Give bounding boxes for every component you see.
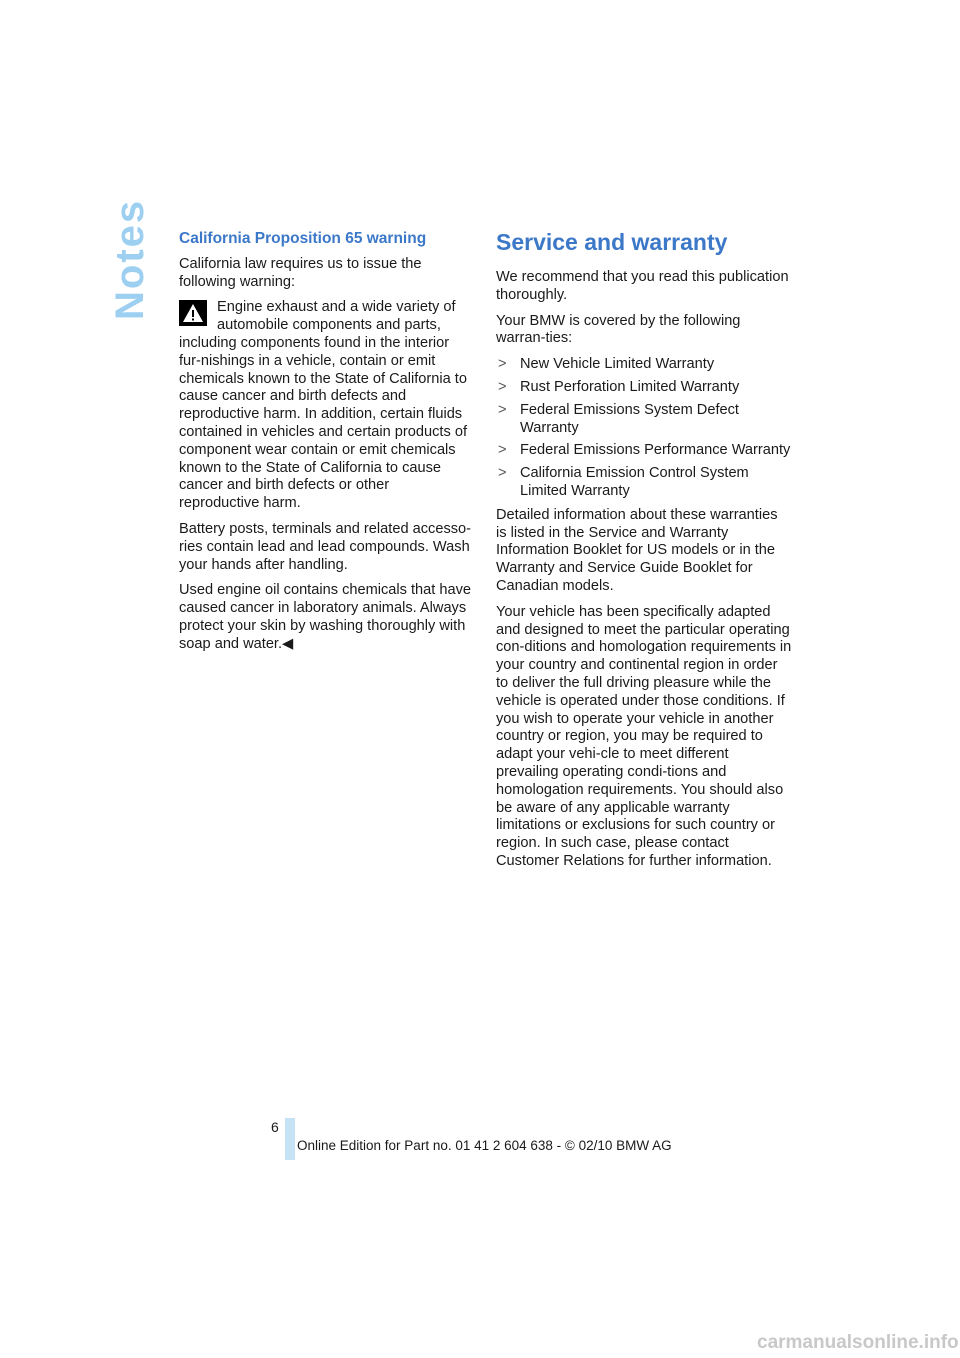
end-mark-icon: ◀	[282, 635, 294, 652]
list-item-text: California Emission Control System Limited Warranty	[520, 465, 749, 499]
list-item-text: Federal Emissions System Defect Warranty	[520, 401, 739, 436]
bullet-arrow-icon: >	[498, 465, 507, 482]
list-item	[496, 465, 792, 501]
warning-first-line: Engine exhaust and a wide variety of automobile components and parts,	[217, 299, 456, 334]
bullet-arrow-icon: >	[498, 401, 507, 418]
battery-paragraph: Battery posts, terminals and related accesso-ries contain lead and lead compounds. Wash your hands after handling.	[179, 520, 472, 573]
bullet-arrow-icon: >	[498, 378, 507, 395]
watermark-text: carmanualsonline.info	[757, 1332, 959, 1353]
footer-edition-text: Online Edition for Part no. 01 41 2 604 638 - © 02/10 BMW AG	[297, 1138, 672, 1153]
list-item	[496, 442, 792, 460]
prop65-intro: California law requires us to issue the following warning:	[179, 255, 422, 290]
bullet-arrow-icon: >	[498, 356, 507, 373]
oil-text: Used engine oil contains chemicals that have caused cancer in laboratory animals. Always protect your skin by washing thoroughly with soap and water.	[179, 582, 472, 652]
warning-text: including components found in the interior fur-nishings in a vehicle, contain or emit chemicals known to the State of California to cause cancer and birth defects and reproductive harm. In addition, certain fluids contained in vehicles and certain products of component wear contain or emit chemicals known to the State of California to cause cancer and birth defects or other reproductive harm.	[179, 334, 467, 512]
oil-paragraph	[179, 582, 472, 653]
list-item-text: Rust Perforation Limited Warranty	[520, 378, 740, 395]
list-item	[496, 379, 792, 397]
list-item	[496, 356, 792, 374]
service-warranty-heading: Service and warranty	[496, 229, 728, 255]
service-p4: Your vehicle has been specifically adapted and designed to meet the particular operating con-ditions and homologation requirements in your country and continental region in order to deliver the full driving pleasure while the vehicle is operated under those conditions. If you wish to operate your vehicle in another country or region, you may be required to adapt your vehi-cle to meet different prevailing operating condi-tions and homologation requirements. You should also be aware of any applicable warranty limitations or exclusions for such country or region. In such case, please contact Customer Relations for further information.	[496, 603, 792, 869]
service-p3: Detailed information about these warranties is listed in the Service and Warranty Information Booklet for US models or in the Warranty and Service Guide Booklet for Canadian models.	[496, 506, 778, 594]
page-number: 6	[271, 1119, 279, 1135]
footer-accent-bar	[285, 1118, 295, 1160]
service-p2: Your BMW is covered by the following warran-ties:	[496, 312, 741, 347]
service-p1: We recommend that you read this publication thoroughly.	[496, 269, 789, 303]
list-item-text: Federal Emissions Performance Warranty	[520, 442, 791, 459]
list-item	[496, 402, 792, 438]
warning-triangle-icon	[179, 300, 207, 326]
warning-block	[179, 299, 472, 335]
list-item-text: New Vehicle Limited Warranty	[520, 356, 715, 373]
prop65-heading: California Proposition 65 warning	[179, 230, 427, 247]
section-side-label: Notes	[108, 198, 152, 320]
bullet-arrow-icon: >	[498, 442, 507, 459]
warranty-list	[496, 356, 792, 501]
right-column	[496, 226, 792, 879]
left-column	[179, 226, 472, 662]
